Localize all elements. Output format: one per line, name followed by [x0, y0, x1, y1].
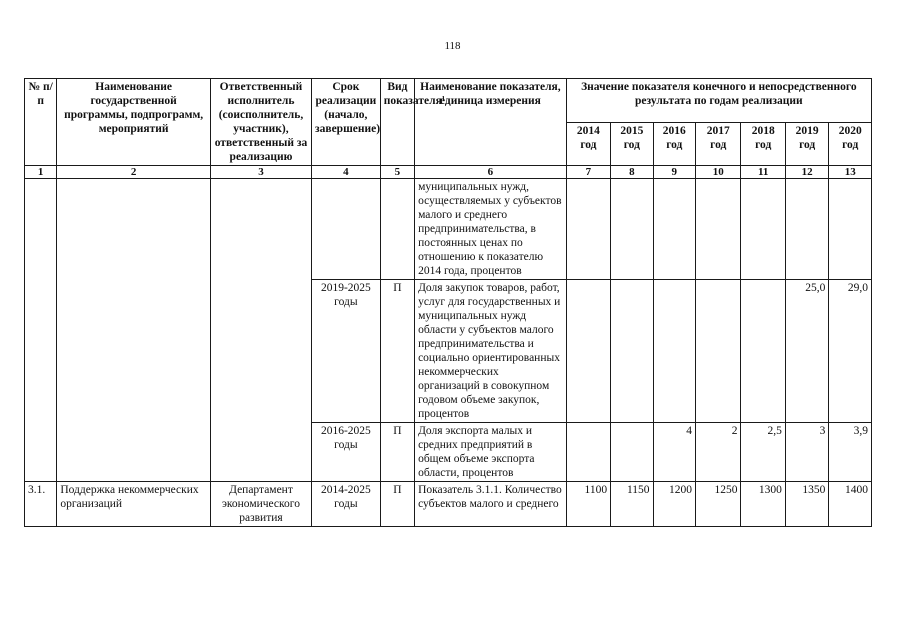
cell-indicator: Доля экспорта малых и средних предприятий в общем объеме экспорта области, процентов — [415, 423, 567, 482]
cell-indicator: муниципальных нужд, осуществляемых у субъектов малого и среднего предпринимательства, в постоянных ценах по отношению к показателю 2014 года, процентов — [415, 179, 567, 280]
table-row — [25, 179, 872, 280]
cell-value — [696, 179, 741, 280]
cell-value — [566, 423, 610, 482]
cell-value: 1100 — [566, 482, 610, 527]
column-number: 8 — [611, 166, 653, 179]
table-row — [25, 482, 872, 527]
cell-period — [312, 179, 381, 280]
cell-program — [57, 179, 211, 482]
cell-value: 2 — [696, 423, 741, 482]
cell-type: П — [380, 482, 414, 527]
cell-value — [741, 179, 785, 280]
cell-value: 3 — [785, 423, 828, 482]
header-year: 2017 год — [696, 122, 741, 166]
column-number: 11 — [741, 166, 785, 179]
cell-value: 1350 — [785, 482, 828, 527]
cell-program: Поддержка некоммерческих организаций — [57, 482, 211, 527]
column-number: 9 — [653, 166, 695, 179]
cell-executor: Департамент экономического развития — [210, 482, 311, 527]
cell-value — [829, 179, 872, 280]
cell-no — [25, 179, 57, 482]
cell-value: 4 — [653, 423, 695, 482]
column-number: 6 — [415, 166, 567, 179]
header-year: 2020 год — [829, 122, 872, 166]
header-values-group: Значение показателя конечного и непосредственного результата по годам реализации — [566, 79, 871, 123]
cell-value: 29,0 — [829, 280, 872, 423]
cell-value: 1150 — [611, 482, 653, 527]
cell-value — [611, 179, 653, 280]
column-number-row — [25, 166, 872, 179]
cell-value: 3,9 — [829, 423, 872, 482]
cell-type: П — [380, 280, 414, 423]
cell-indicator: Показатель 3.1.1. Количество субъектов малого и среднего — [415, 482, 567, 527]
cell-value — [785, 179, 828, 280]
cell-value: 25,0 — [785, 280, 828, 423]
cell-value — [566, 179, 610, 280]
cell-value — [741, 280, 785, 423]
cell-value — [611, 280, 653, 423]
cell-value — [611, 423, 653, 482]
header-year: 2019 год — [785, 122, 828, 166]
cell-executor — [210, 179, 311, 482]
cell-value — [696, 280, 741, 423]
cell-value — [653, 280, 695, 423]
cell-period: 2014-2025 годы — [312, 482, 381, 527]
header-year: 2018 год — [741, 122, 785, 166]
cell-value — [653, 179, 695, 280]
indicator-table — [24, 78, 872, 527]
header-row — [25, 79, 872, 123]
column-number: 10 — [696, 166, 741, 179]
cell-indicator: Доля закупок товаров, работ, услуг для государственных и муниципальных нужд области у субъектов малого предпринимательства и социально ориентированных некоммерческих организаций в совокупном годовом объеме закупок, процентов — [415, 280, 567, 423]
header-no: № п/п — [25, 79, 57, 166]
header-period: Срок реализации (начало, завершение) — [312, 79, 381, 166]
column-number: 3 — [210, 166, 311, 179]
cell-value — [566, 280, 610, 423]
cell-period: 2016-2025 годы — [312, 423, 381, 482]
column-number: 1 — [25, 166, 57, 179]
cell-type — [380, 179, 414, 280]
cell-value: 1200 — [653, 482, 695, 527]
column-number: 5 — [380, 166, 414, 179]
header-program: Наименование государственной программы, подпрограмм, мероприятий — [57, 79, 211, 166]
page-number: 118 — [444, 40, 461, 52]
column-number: 2 — [57, 166, 211, 179]
cell-type: П — [380, 423, 414, 482]
column-number: 7 — [566, 166, 610, 179]
header-year: 2016 год — [653, 122, 695, 166]
cell-value: 2,5 — [741, 423, 785, 482]
cell-value: 1250 — [696, 482, 741, 527]
column-number: 13 — [829, 166, 872, 179]
column-number: 4 — [312, 166, 381, 179]
cell-value: 1400 — [829, 482, 872, 527]
column-number: 12 — [785, 166, 828, 179]
cell-value: 1300 — [741, 482, 785, 527]
header-year: 2014 год — [566, 122, 610, 166]
header-indicator: Наименование показателя, единица измерения — [415, 79, 567, 166]
header-type: Вид показателя¹ — [380, 79, 414, 166]
header-executor: Ответственный исполнитель (соисполнитель, участник), ответственный за реализацию — [210, 79, 311, 166]
header-year: 2015 год — [611, 122, 653, 166]
cell-no: 3.1. — [25, 482, 57, 527]
cell-period: 2019-2025 годы — [312, 280, 381, 423]
